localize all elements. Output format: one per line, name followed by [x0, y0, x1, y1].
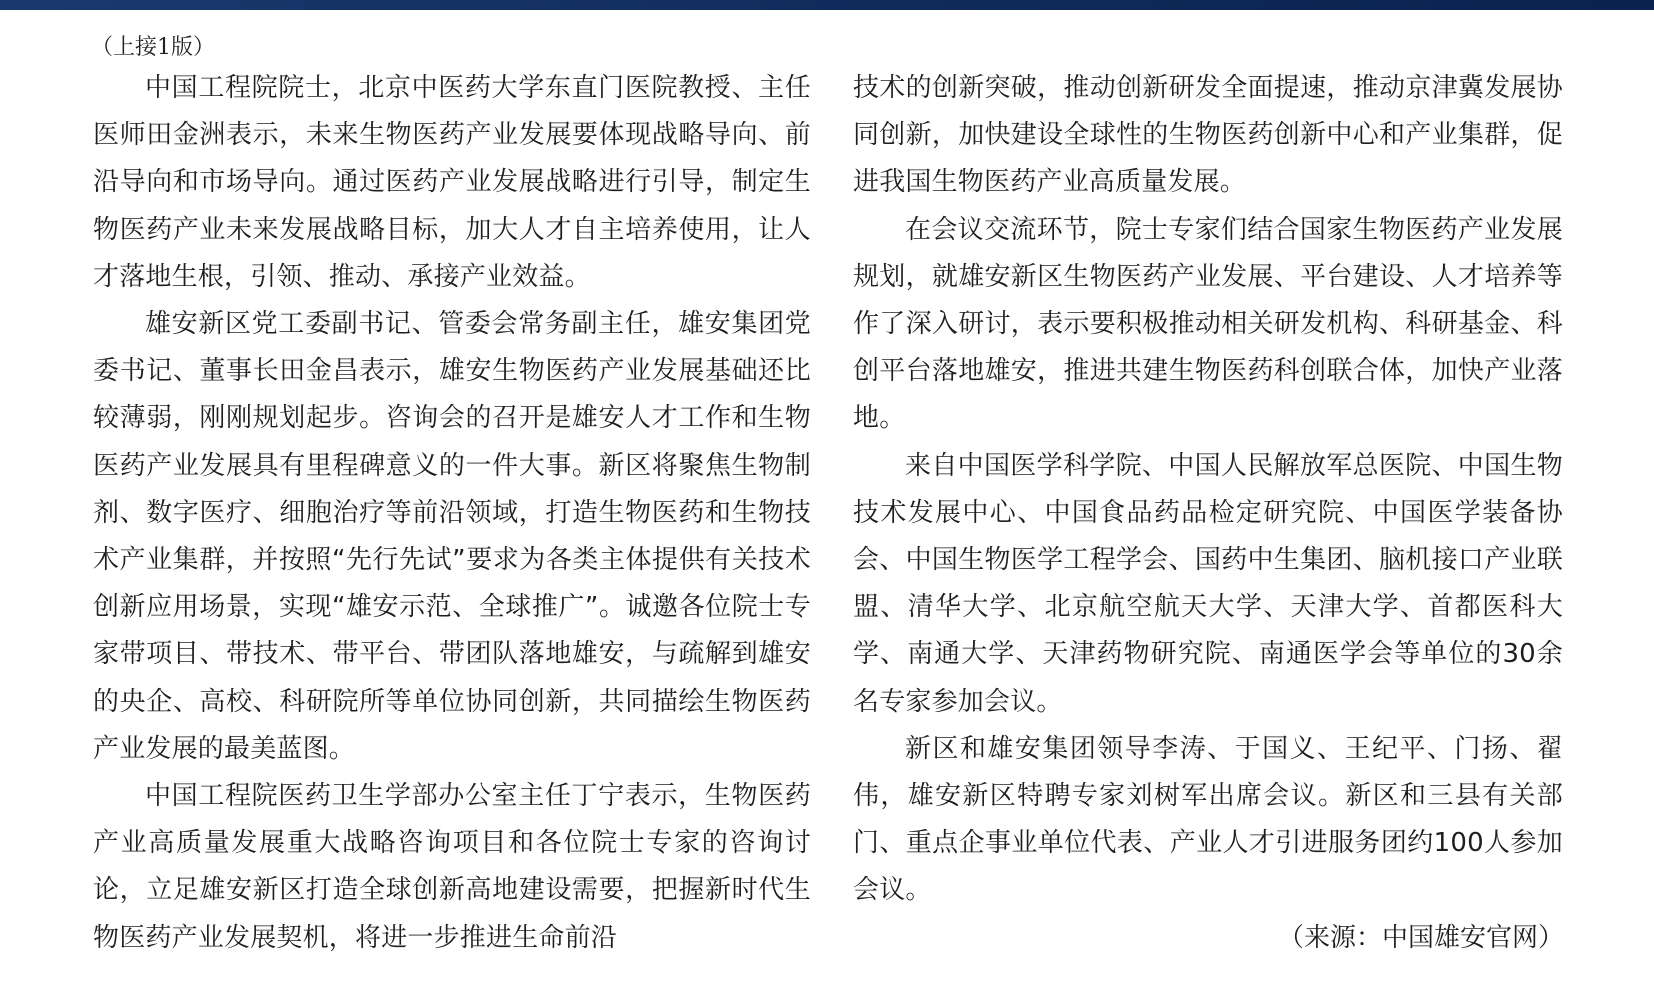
- article-paragraph: 新区和雄安集团领导李涛、于国义、王纪平、门扬、翟伟，雄安新区特聘专家刘树军出席会议。新区和三县有关部门、重点企事业单位代表、产业人才引进服务团约100人参加会议。: [853, 733, 1563, 906]
- article-paragraph: 中国工程院院士，北京中医药大学东直门医院教授、主任医师田金洲表示，未来生物医药产业发展要体现战略导向、前沿导向和市场导向。通过医药产业发展战略进行引导，制定生物医药产业未来发展战略目标，加大人才自主培养使用，让人才落地生根，引领、推动、承接产业效益。: [93, 73, 811, 292]
- top-banner-bar: [0, 0, 1654, 10]
- continued-from-page-note: （上接1版）: [91, 35, 215, 60]
- article-paragraph: 中国工程院医药卫生学部办公室主任丁宁表示，生物医药产业高质量发展重大战略咨询项目和各位院士专家的咨询讨论，立足雄安新区打造全球创新高地建设需要，把握新时代生物医药产业发展契机，将进一步推进生命前沿: [93, 781, 811, 953]
- article-paragraph: 来自中国医学科学院、中国人民解放军总医院、中国生物技术发展中心、中国食品药品检定研究院、中国医学装备协会、中国生物医学工程学会、国药中生集团、脑机接口产业联盟、清华大学、北京航空航天大学、天津大学、首都医科大学、南通大学、天津药物研究院、南通医学会等单位的30余名专家参加会议。: [853, 450, 1563, 717]
- article-source-credit: （来源：中国雄安官网）: [1277, 923, 1564, 953]
- article-paragraph: 雄安新区党工委副书记、管委会常务副主任，雄安集团党委书记、董事长田金昌表示，雄安生物医药产业发展基础还比较薄弱，刚刚规划起步。咨询会的召开是雄安人才工作和生物医药产业发展具有里程碑意义的一件大事。新区将聚焦生物制剂、数字医疗、细胞治疗等前沿领域，打造生物医药和生物技术产业集群，并按照“先行先试”要求为各类主体提供有关技术创新应用场景，实现“雄安示范、全球推广”。诚邀各位院士专家带项目、带技术、带平台、带团队落地雄安，与疏解到雄安的央企、高校、科研院所等单位协同创新，共同描绘生物医药产业发展的最美蓝图。: [93, 309, 811, 764]
- right-article-column: [853, 65, 1563, 915]
- article-paragraph-continuation: 技术的创新突破，推动创新研发全面提速，推动京津冀发展协同创新，加快建设全球性的生物医药创新中心和产业集群，促进我国生物医药产业高质量发展。: [853, 73, 1563, 198]
- left-article-column: [93, 65, 811, 962]
- article-paragraph: 在会议交流环节，院士专家们结合国家生物医药产业发展规划，就雄安新区生物医药产业发展、平台建设、人才培养等作了深入研讨，表示要积极推动相关研发机构、科研基金、科创平台落地雄安，推进共建生物医药科创联合体，加快产业落地。: [853, 214, 1563, 434]
